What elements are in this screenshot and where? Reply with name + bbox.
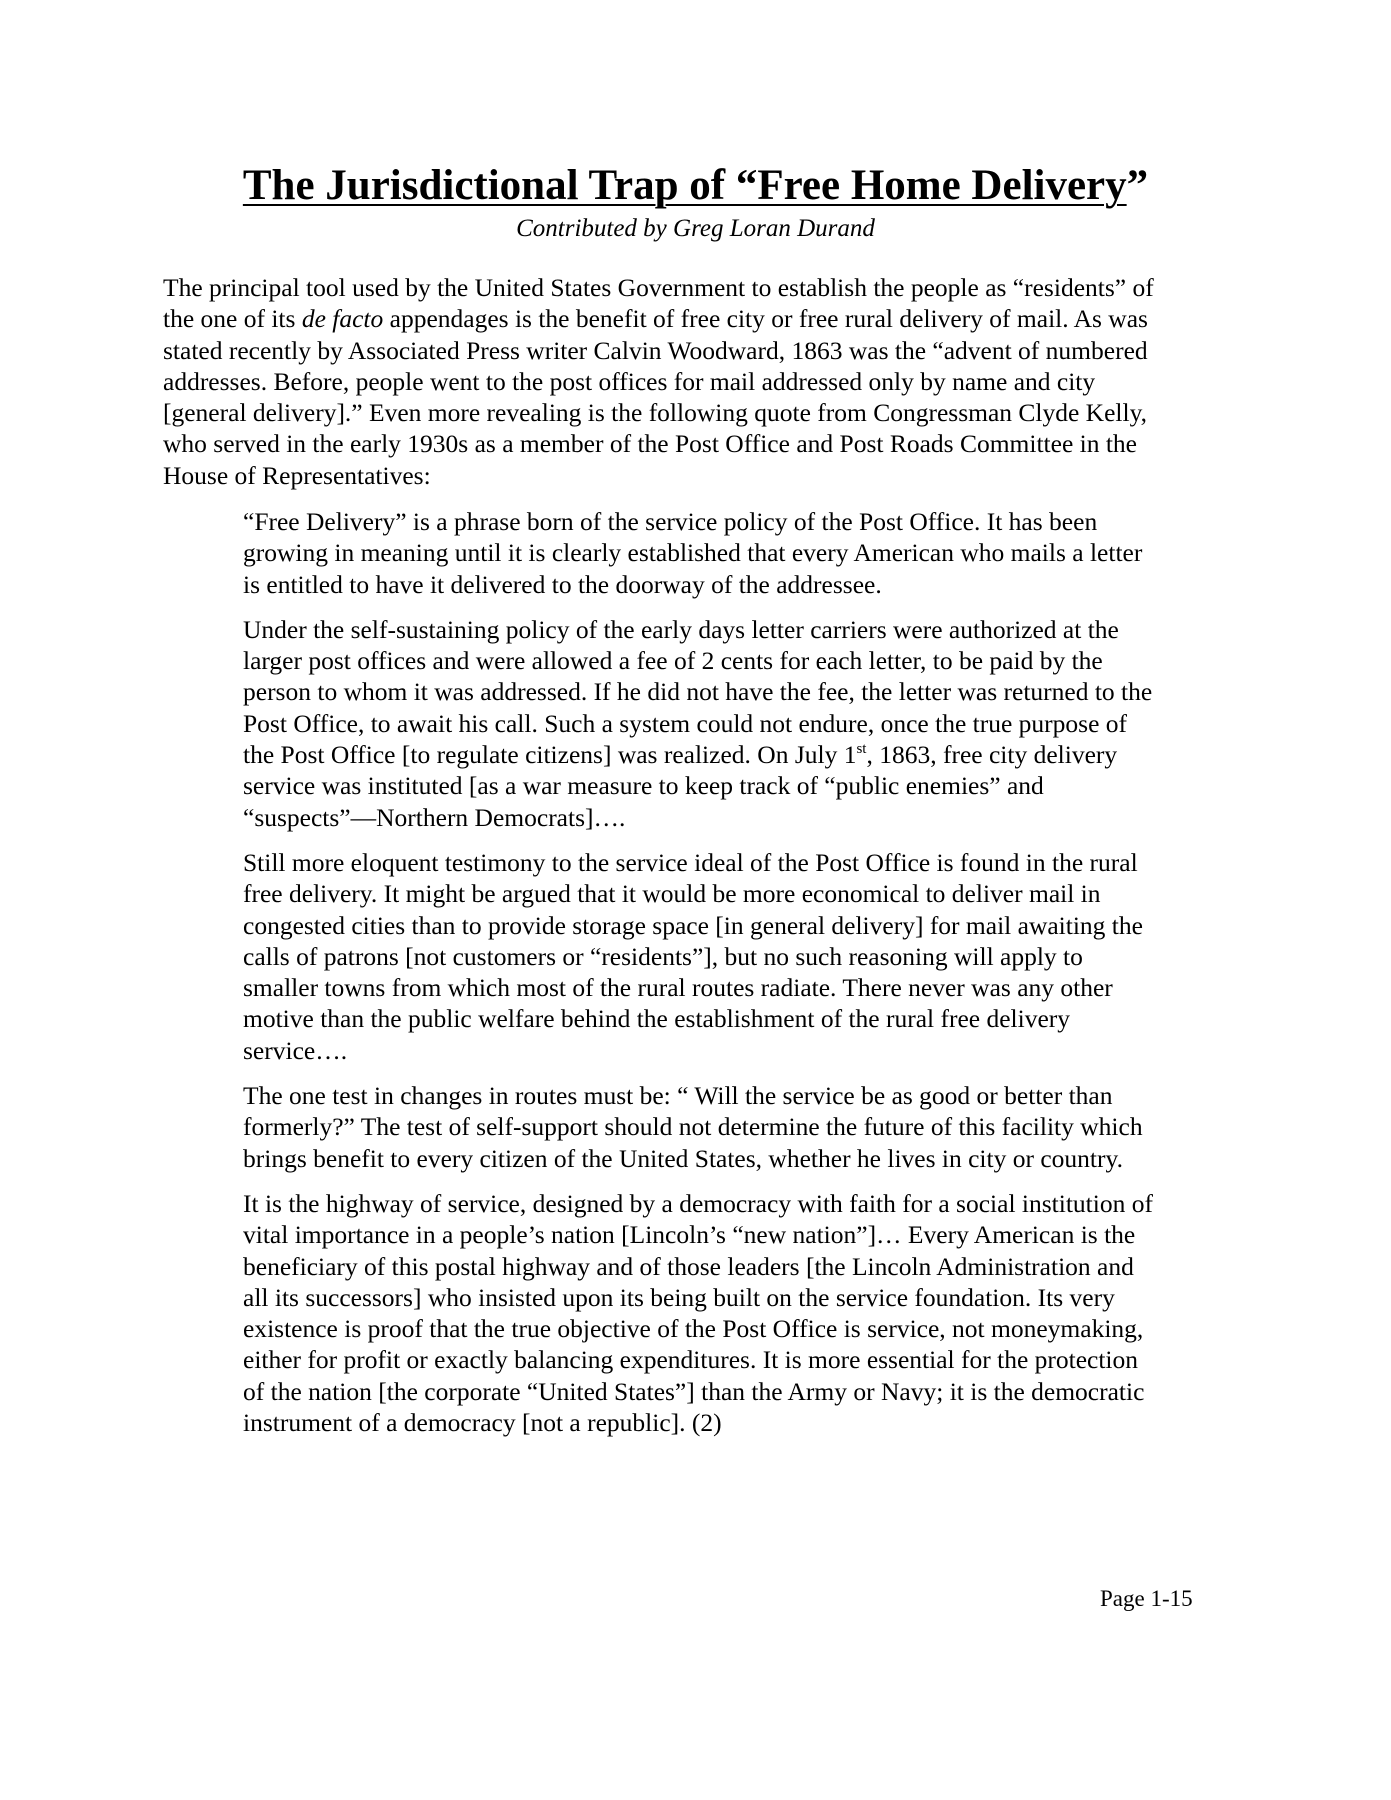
- quote-line: motive than the public welfare behind the establishment of the rural free delivery: [243, 1004, 1071, 1034]
- quote-line: vital importance in a people’s nation [Lincoln’s “new nation”]… Every American is the: [243, 1220, 1136, 1250]
- quote-line: It is the highway of service, designed by a democracy with faith for a social institution of: [243, 1188, 1153, 1218]
- intro-paragraph: [163, 272, 1243, 491]
- page-title: [0, 160, 1391, 212]
- block-quote: [243, 506, 1243, 1452]
- quote-line: service….: [243, 1035, 348, 1065]
- quote-line: is entitled to have it delivered to the doorway of the addressee.: [243, 569, 882, 599]
- quote-line: “suspects”—Northern Democrats]….: [243, 802, 626, 832]
- title-closing-quote: ”: [1126, 162, 1149, 209]
- author-credit: Contributed by Greg Loran Durand: [516, 215, 875, 242]
- quote-line: service was instituted [as a war measure to keep track of “public enemies” and: [243, 771, 1044, 801]
- quote-line: Post Office, to await his call. Such a system could not endure, once the true purpose of: [243, 708, 1128, 738]
- italic-term: de facto: [301, 304, 384, 334]
- quote-paragraph-3: [243, 847, 1243, 1066]
- quote-paragraph-2: [243, 614, 1243, 833]
- quote-line: either for profit or exactly balancing expenditures. It is more essential for the protection: [243, 1345, 1139, 1375]
- intro-line: [general delivery].” Even more revealing is the following quote from Congressman Clyde Kelly,: [163, 398, 1148, 428]
- title-underlined-text: The Jurisdictional Trap of “Free Home Delivery: [242, 162, 1127, 209]
- quote-line: The one test in changes in routes must be: “ Will the service be as good or better than: [243, 1081, 1113, 1111]
- intro-line: stated recently by Associated Press writer Calvin Woodward, 1863 was the “advent of numbered: [163, 335, 1148, 365]
- quote-line: existence is proof that the true objective of the Post Office is service, not moneymaking,: [243, 1314, 1144, 1344]
- quote-paragraph-4: [243, 1080, 1243, 1174]
- page-number: Page 1-15: [1100, 1586, 1193, 1611]
- quote-line: brings benefit to every citizen of the United States, whether he lives in city or country.: [243, 1143, 1123, 1173]
- intro-line: the one of its de facto appendages is the benefit of free city or free rural delivery of mail. As was: [163, 304, 1148, 334]
- quote-line: person to whom it was addressed. If he did not have the fee, the letter was returned to the: [243, 677, 1153, 707]
- quote-line: instrument of a democracy [not a republic]. (2): [243, 1408, 722, 1438]
- quote-line: congested cities than to provide storage space [in general delivery] for mail awaiting the: [243, 910, 1143, 940]
- intro-line: The principal tool used by the United States Government to establish the people as “residents” of: [163, 273, 1154, 302]
- quote-line: calls of patrons [not customers or “residents”], but no such reasoning will apply to: [243, 941, 1083, 971]
- quote-line: all its successors] who insisted upon its being built on the service foundation. Its very: [243, 1282, 1115, 1312]
- quote-line: larger post offices and were allowed a fee of 2 cents for each letter, to be paid by the: [243, 646, 1103, 676]
- quote-line: Still more eloquent testimony to the service ideal of the Post Office is found in the rural: [243, 847, 1138, 877]
- quote-line: beneficiary of this postal highway and of those leaders [the Lincoln Administration and: [243, 1251, 1134, 1281]
- intro-line: addresses. Before, people went to the post offices for mail addressed only by name and city: [163, 366, 1096, 396]
- quote-line: Under the self-sustaining policy of the early days letter carriers were authorized at the: [243, 614, 1119, 644]
- quote-paragraph-1: [243, 506, 1243, 600]
- intro-line: who served in the early 1930s as a member of the Post Office and Post Roads Committee in the: [163, 429, 1138, 459]
- quote-paragraph-5: [243, 1188, 1243, 1438]
- quote-line: “Free Delivery” is a phrase born of the service policy of the Post Office. It has been: [243, 507, 1098, 536]
- quote-line: smaller towns from which most of the rural routes radiate. There never was any other: [243, 973, 1113, 1003]
- intro-line: House of Representatives:: [163, 460, 431, 490]
- quote-line: of the nation [the corporate “United States”] than the Army or Navy; it is the democratic: [243, 1376, 1145, 1406]
- ordinal-superscript: st: [856, 741, 867, 758]
- quote-line: formerly?” The test of self-support should not determine the future of this facility which: [243, 1112, 1143, 1142]
- quote-line: the Post Office [to regulate citizens] was realized. On July 1st, 1863, free city delivery: [243, 740, 1118, 770]
- quote-line: free delivery. It might be argued that it would be more economical to deliver mail in: [243, 879, 1101, 909]
- quote-line: growing in meaning until it is clearly established that every American who mails a letter: [243, 538, 1143, 568]
